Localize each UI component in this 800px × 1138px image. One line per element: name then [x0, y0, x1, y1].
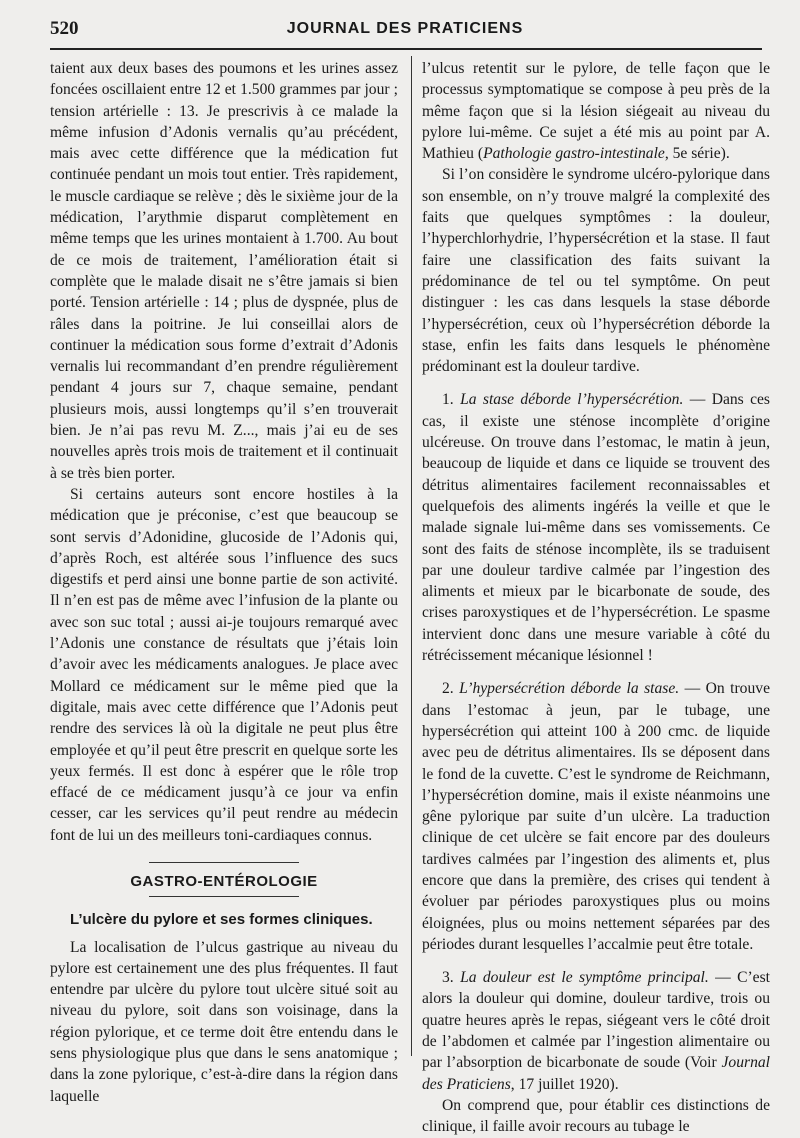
citation-title: Pathologie gastro-intestinale: [483, 145, 665, 163]
left-column: [50, 58, 398, 1107]
item-title: La douleur est le symptôme principal.: [460, 969, 709, 987]
paragraph: On comprend que, pour établir ces distinctions de clinique, il faille avoir recours au tubage le: [422, 1096, 770, 1136]
item-text: — On trouve dans l’estomac à jeun, par le tubage, une hypersécrétion qui atteint 100 à 200 cmc. de liquide avec peu de détritus alimentaires. Ils se déposent dans le fond de la cuvette. C’est le syndrome de Reichmann, l’hypersécrétion domine, mais il existe néanmoins une gêne pylorique par suite d’un ulcère. La traduction clinique de cet ulcère se fait encore par des douleurs tardives calmées par l’ingestion des aliments et, plus encore que dans la première, des crises qui tendent à évoluer par périodes paroxystiques plus ou moins éloignées, plus ou moins nettement séparées par des périodes durant lesquelles l’accalmie peut être totale.: [422, 680, 770, 953]
column-divider: [411, 56, 412, 1056]
numbered-item: [422, 678, 770, 955]
item-title: La stase déborde l’hypersécrétion.: [460, 391, 684, 409]
item-number: 1.: [442, 391, 454, 409]
item-title: L’hypersécrétion déborde la stase.: [459, 680, 680, 698]
citation-title: Journal des Praticiens: [422, 1054, 770, 1093]
header-rule: [50, 48, 762, 50]
paragraph: Si l’on considère le syndrome ulcéro-pylorique dans son ensemble, on n’y trouve malgré la complexité des faits que quelques symptômes : la douleur, l’hyperchlorhydrie, l’hypersécrétion et la stase. Il faut faire une classification des faits suivant la prédominance de tel ou tel symptôme. On peut distinguer : les cas dans lesquels la stase déborde l’hypersécrétion, ceux où l’hypersécrétion déborde la stase, enfin les faits dans lesquels le phénomène prédominant est la douleur tardive.: [422, 166, 770, 376]
item-number: 2.: [442, 680, 454, 698]
section-divider: [149, 896, 299, 897]
section-divider: [149, 862, 299, 863]
paragraph-text: l’ulcus retentit sur le pylore, de telle façon que le processus symptomatique se compose à peu près de la même façon que si la lésion siégeait au niveau du pylore lui-même. Ce sujet a été mis au point par A. Mathieu (: [422, 60, 770, 163]
page-number: 520: [50, 18, 79, 39]
numbered-item: [422, 389, 770, 666]
article-title: L’ulcère du pylore et ses formes cliniques.: [70, 911, 373, 929]
numbered-item: [422, 967, 770, 1095]
paragraph: taient aux deux bases des poumons et les urines assez foncées oscillaient entre 12 et 1.500 grammes par jour ; tension artérielle : 13. Je prescrivis à ce malade la même infusion d’Adonis vernalis qu’au précédent, mais avec cette différence que la médication fut continuée pendant un mois tout entier. Très rapidement, le muscle cardiaque se relève ; dès le sixième jour de la médication, l’arythmie disparut complètement en même temps que les urines montaient à 1.700. Au bout de ce mois de traitement, l’amélioration était si complète que le malade disait ne s’être jamais si bien porté. Tension artérielle : 14 ; plus de dyspnée, plus de râles dans la poitrine. Je lui conseillai alors de continuer la médication sous forme d’extrait d’Adonis vernalis lui recommandant d’en prendre régulièrement pendant 4 jours sur 7, chaque semaine, pendant plusieurs mois, aussi longtemps qu’il s’en trouverait bien. Je n’ai pas revu M. Z..., mais j’ai eu de ses nouvelles après trois mois de traitement et il continuait à se très bien porter.: [50, 60, 398, 482]
paragraph: La localisation de l’ulcus gastrique au niveau du pylore est certainement une des plus fréquentes. Il faut entendre par ulcère du pylore tout ulcère situé soit au niveau du pylore, soit dans son voisinage, dans la région pylorique, et ce terme doit être entendu dans le sens physiologique plus que dans le sens anatomique ; dans la zone pylorique, c’est-à-dire dans la région dans laquelle: [50, 938, 398, 1105]
paragraph: Si certains auteurs sont encore hostiles à la médication que je préconise, c’est que beaucoup se sont servis d’Adonidine, glucoside de l’Adonis qui, d’après Roch, est altérée sous l’influence des sucs digestifs et perd ainsi une bonne partie de son activité. Il n’en est pas de même avec l’infusion de la plante ou avec son suc total ; aussi ai-je toujours remarqué avec l’Adonis une constance de résultats que j’étais loin d’avoir avec les médicaments analogues. Je place avec Mollard ce médicament sur le même pied que la digitale, mais avec cette différence que l’Adonis peut rendre des services là où la digitale ne peut plus être employée et qu’il peut être prescrit en quelque sorte les yeux fermés. Il est donc à espérer que le rôle trop effacé de ce médicament jusqu’à ce jour va enfin cesser, car les services qu’il peut rendre au médecin font de lui un des meilleurs toni-cardiaques connus.: [50, 485, 398, 844]
item-text: — Dans ces cas, il existe une sténose incomplète d’origine ulcéreuse. On trouve dans l’estomac, le matin à jeun, beaucoup de liquide et dans ce liquide se trouvent des détritus alimentaires facilement reconnaissables et quelquefois des aliments ingérés la veille et que le malade signale lui-même dans ses vomissements. Ce sont des faits de sténose incomplète, ils se traduisent par une douleur tardive calmée par l’ingestion des aliments et mieux par le bicarbonate de soude, des crises paroxystiques et de l’hypersécrétion. Le spasme intervient donc dans une mesure variable à côté du rétrécissement mécanique lésionnel !: [422, 391, 770, 665]
item-number: 3.: [442, 969, 454, 987]
citation-date: , 17 juillet 1920).: [510, 1075, 619, 1093]
paragraph-text: , 5e série).: [664, 145, 730, 163]
page-header: [50, 16, 760, 46]
section-heading: GASTRO-ENTÉROLOGIE: [130, 872, 318, 890]
paragraph: [422, 58, 770, 164]
journal-title: JOURNAL DES PRATICIENS: [286, 20, 524, 37]
right-column: [422, 58, 770, 1138]
item-text: — C’est alors la douleur qui domine, douleur tardive, trois ou quatre heures après le repas, siégeant vers le côté droit de l’abdomen et calmée par l’ingestion alimentaire ou par l’absorption de bicarbonate de soude (Voir: [422, 969, 771, 1072]
